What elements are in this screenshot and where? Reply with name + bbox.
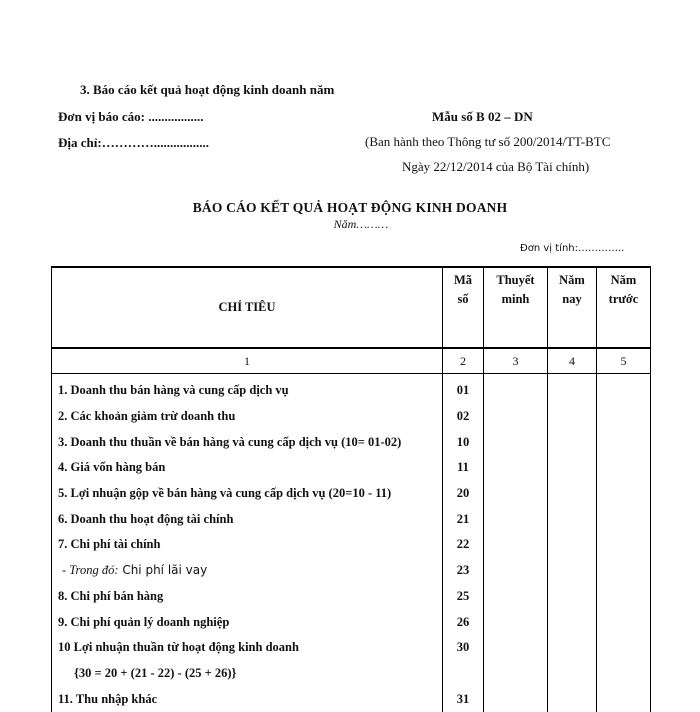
note-cell [484,404,548,430]
indicator-code: 22 [443,532,484,558]
current-year-cell [548,532,597,558]
table-row [52,481,651,507]
current-year-header: Năm nay [548,267,597,348]
indicator-name: {30 = 20 + (21 - 22) - (25 + 26)} [52,661,443,687]
current-year-cell [548,378,597,404]
table-row [52,635,651,661]
indicator-code: 10 [443,429,484,455]
current-year-cell [548,455,597,481]
column-number-row [52,348,651,374]
note-cell [484,686,548,712]
note-cell [484,635,548,661]
indicator-name-prefix: - Trong đó: [62,563,119,578]
previous-year-cell [597,506,651,532]
indicator-name: 7. Chi phí tài chính [52,532,443,558]
previous-year-cell [597,558,651,584]
previous-year-cell [597,661,651,687]
current-year-cell [548,404,597,430]
column-number: 5 [597,348,651,374]
table-row [52,686,651,712]
indicator-code: 31 [443,686,484,712]
indicator-code [443,661,484,687]
current-year-cell [548,584,597,610]
indicator-code: 02 [443,404,484,430]
reporting-unit-label: Đơn vị báo cáo: ................. [58,109,204,124]
indicator-name: 3. Doanh thu thuần về bán hàng và cung cấp dịch vụ (10= 01-02) [52,429,443,455]
previous-year-header: Năm trước [597,267,651,348]
table-row [52,378,651,404]
previous-year-cell [597,609,651,635]
indicator-header: CHỈ TIÊU [52,267,443,348]
note-cell [484,609,548,635]
table-row [52,584,651,610]
table-row [52,558,651,584]
current-year-cell [548,481,597,507]
indicator-name: 1. Doanh thu bán hàng và cung cấp dịch vụ [52,378,443,404]
current-year-cell [548,506,597,532]
previous-year-cell [597,378,651,404]
indicator-name: 11. Thu nhập khác [52,686,443,712]
table-row [52,661,651,687]
form-code: Mẫu số B 02 – DN [432,109,533,124]
indicator-code: 11 [443,455,484,481]
previous-year-cell [597,532,651,558]
note-cell [484,558,548,584]
table-row [52,506,651,532]
note-cell [484,506,548,532]
table-row [52,429,651,455]
previous-year-cell [597,635,651,661]
previous-year-cell [597,686,651,712]
table-row [52,404,651,430]
current-year-cell [548,661,597,687]
note-cell [484,661,548,687]
column-number: 1 [52,348,443,374]
indicator-code: 30 [443,635,484,661]
note-cell [484,584,548,610]
income-statement-table [51,266,651,712]
previous-year-cell [597,404,651,430]
indicator-name: 4. Giá vốn hàng bán [52,455,443,481]
indicator-name: 8. Chi phí bán hàng [52,584,443,610]
section-heading: 3. Báo cáo kết quả hoạt động kinh doanh năm [80,82,335,97]
column-number: 3 [484,348,548,374]
table-row [52,455,651,481]
column-number: 2 [443,348,484,374]
previous-year-cell [597,455,651,481]
currency-unit: Đơn vị tính:………….. [520,243,625,254]
code-header: Mã số [443,267,484,348]
indicator-name: 5. Lợi nhuận gộp về bán hàng và cung cấp dịch vụ (20=10 - 11) [52,481,443,507]
issued-date: Ngày 22/12/2014 của Bộ Tài chính) [402,159,590,174]
indicator-code: 20 [443,481,484,507]
column-number: 4 [548,348,597,374]
current-year-cell [548,609,597,635]
table-header-row [52,267,651,348]
indicator-code: 23 [443,558,484,584]
indicator-name: 6. Doanh thu hoạt động tài chính [52,506,443,532]
address-label: Địa chỉ:…………................. [58,135,209,150]
report-title: BÁO CÁO KẾT QUẢ HOẠT ĐỘNG KINH DOANH [192,200,508,215]
indicator-code: 26 [443,609,484,635]
table-row [52,532,651,558]
indicator-code: 25 [443,584,484,610]
current-year-cell [548,558,597,584]
current-year-cell [548,635,597,661]
indicator-name [52,558,443,584]
note-cell [484,455,548,481]
indicator-name: 10 Lợi nhuận thuần từ hoạt động kinh doanh [52,635,443,661]
report-year: Năm……… [333,217,389,231]
indicator-code: 21 [443,506,484,532]
current-year-cell [548,686,597,712]
previous-year-cell [597,584,651,610]
indicator-code: 01 [443,378,484,404]
note-cell [484,481,548,507]
note-cell [484,532,548,558]
note-header: Thuyết minh [484,267,548,348]
issued-by-circular: (Ban hành theo Thông tư số 200/2014/TT-BTC [365,134,611,149]
indicator-name-rest: Chi phí lãi vay [118,563,208,578]
table-row [52,609,651,635]
previous-year-cell [597,429,651,455]
indicator-name: 9. Chi phí quản lý doanh nghiệp [52,609,443,635]
current-year-cell [548,429,597,455]
previous-year-cell [597,481,651,507]
indicator-name: 2. Các khoản giảm trừ doanh thu [52,404,443,430]
note-cell [484,429,548,455]
note-cell [484,378,548,404]
